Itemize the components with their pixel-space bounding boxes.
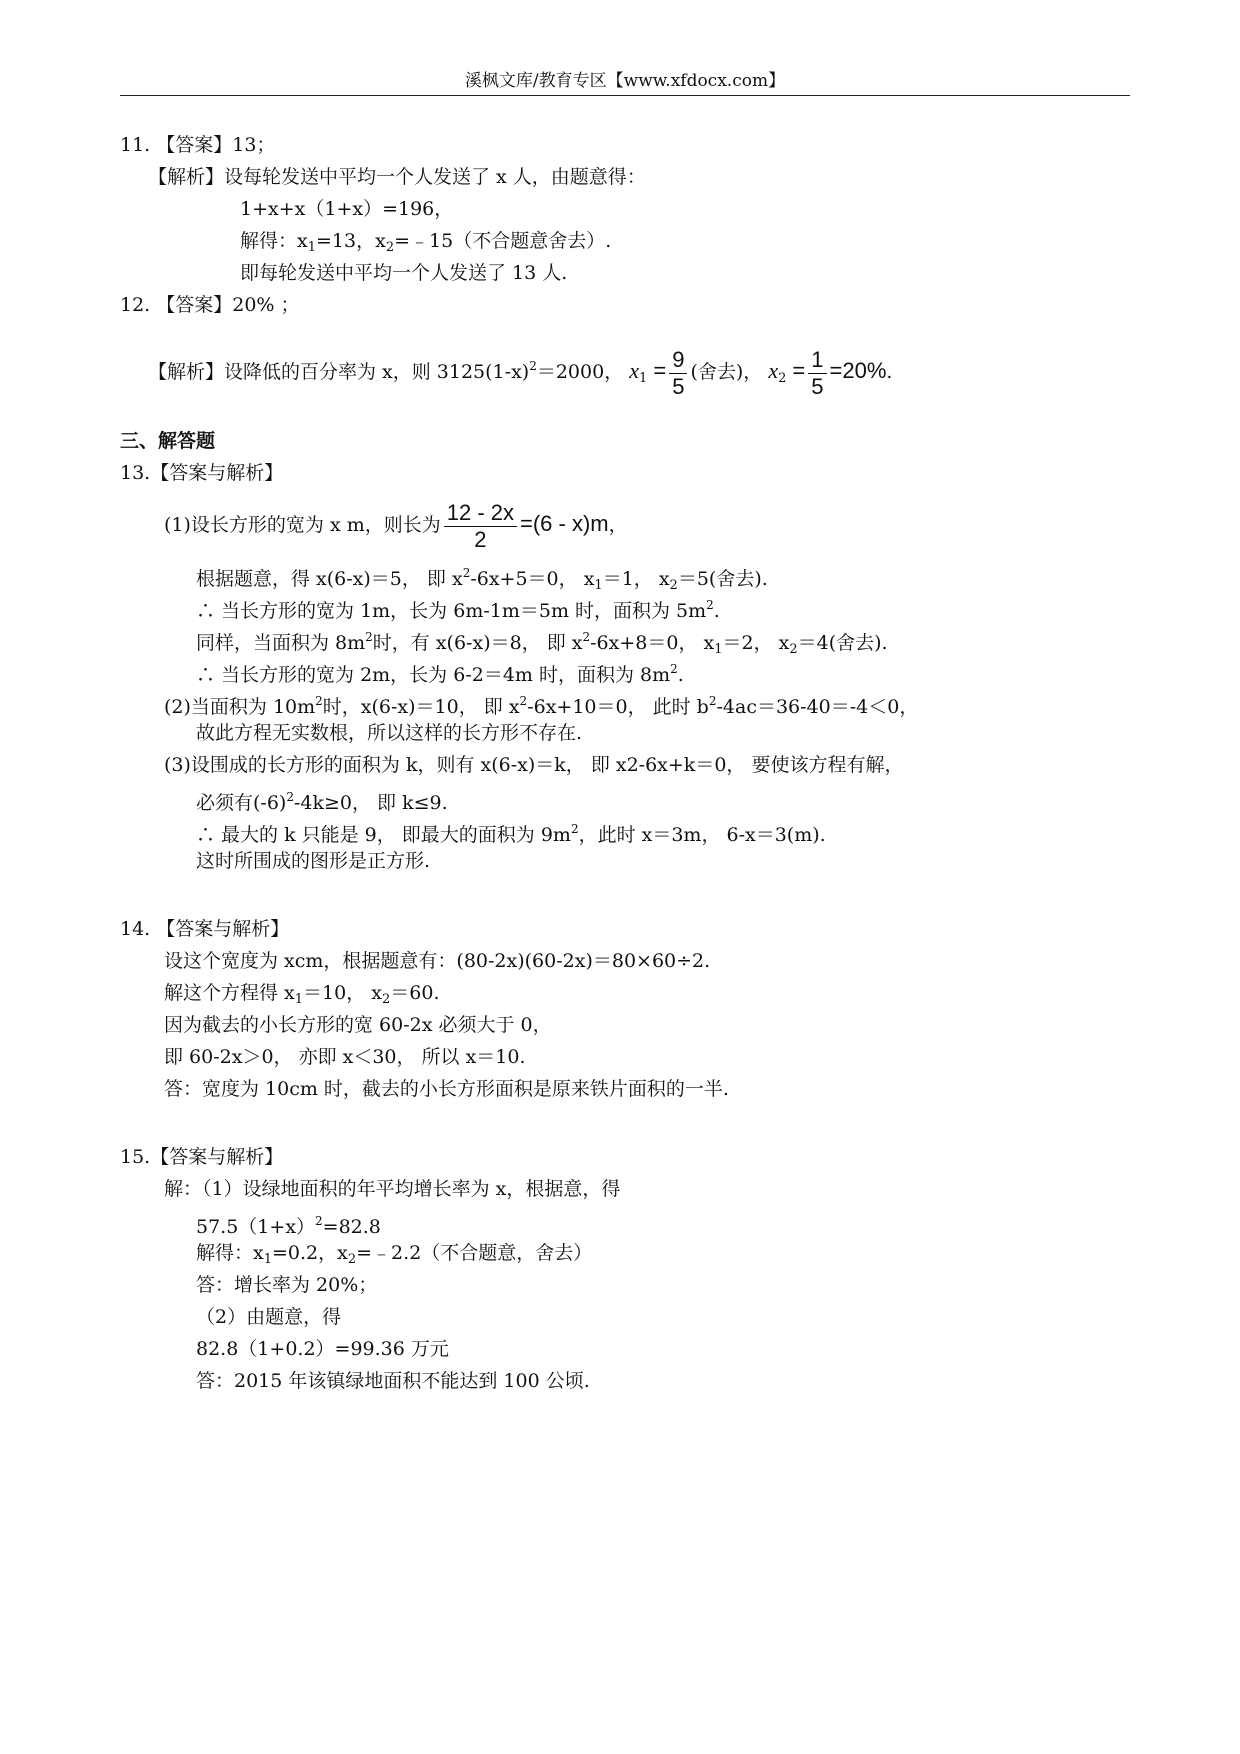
section-title: 三、解答题: [120, 430, 216, 452]
q15-line1: 解：（1）设绿地面积的年平均增长率为 x，根据意，得: [164, 1178, 621, 1200]
fraction-12-2x: $\frac{12 - 2x}{2}$: [444, 500, 517, 553]
q11-conclusion: 即每轮发送中平均一个人发送了 13 人.: [240, 262, 568, 284]
q15-line2: $57.5(1+x)^2=82.8$: [196, 1214, 381, 1238]
q13-line10: ∴ 最大的 k 只能是 9， 即最大的面积为 $9m^2$，此时 x＝3m， 6-x＝3(m).: [196, 822, 826, 846]
q13-part1: (1)设长方形的宽为 x m，则长为 $\frac{12 - 2x}{2}$ =(6 - x)m，: [164, 499, 628, 552]
q13-line7: 故此方程无实数根，所以这样的长方形不存在.: [196, 722, 583, 744]
q11-solution: 解得：$x_1=13$，$x_2=﹣15$（不合题意舍去）.: [240, 230, 612, 255]
header-rule: [120, 95, 1130, 96]
x2-symbol: x: [768, 358, 779, 383]
q13-line2: 根据题意，得 x(6-x)＝5， 即 $x^2-6x+5=0$， $x_1=1$， $x_2=5$(舍去).: [196, 566, 768, 593]
q13-line4: 同样，当面积为 $8m^2$时，有 x(6-x)＝8， 即 $x^2-6x+8=0$， $x_1=2$， $x_2=4$(舍去).: [196, 630, 888, 657]
q15-line7: 答：2015 年该镇绿地面积不能达到 100 公顷.: [196, 1370, 590, 1392]
q12-analysis: 【解析】设降低的百分率为 x，则 $3125(1-x)^2=2000$， $x_1$ = $\frac{9}{5}$ (舍去)， $x_2$ = $\frac{1}{5}$ =20%.: [148, 346, 893, 399]
q15-line6: 82.8（1+0.2）=99.36 万元: [196, 1338, 449, 1360]
q13-part3: (3)设围成的长方形的面积为 k，则有 x(6-x)＝k， 即 x2-6x+k＝0， 要使该方程有解，: [164, 754, 904, 776]
q15-heading: 15.【答案与解析】: [120, 1146, 284, 1168]
q13-line11: 这时所围成的图形是正方形.: [196, 850, 431, 872]
fraction-1-5: $\frac{1}{5}$: [808, 347, 826, 400]
q11-equation: 1+x+x（1+x）=196，: [240, 198, 454, 220]
q14-line2: 解这个方程得 $x_1=10$， $x_2=60$.: [164, 982, 440, 1007]
q14-line1: 设这个宽度为 xcm，根据题意有：(80-2x)(60-2x)＝80×60÷2.: [164, 950, 711, 972]
q15-line3: 解得：$x_1=0.2$，$x_2=﹣2.2$（不合题意，舍去）: [196, 1242, 593, 1267]
q15-line5: （2）由题意，得: [196, 1306, 342, 1328]
q14-heading: 14. 【答案与解析】: [120, 918, 290, 940]
page-header: 溪枫文库/教育专区【www.xfdocx.com】: [464, 71, 786, 91]
q14-line3: 因为截去的小长方形的宽 60-2x 必须大于 0，: [164, 1014, 552, 1036]
q14-line5: 答：宽度为 10cm 时，截去的小长方形面积是原来铁片面积的一半.: [164, 1078, 729, 1100]
q13-line5: ∴ 当长方形的宽为 2m，长为 6-2＝4m 时，面积为 $8m^2$.: [196, 662, 684, 686]
q13-line9: 必须有$(-6)^2-4k\ge 0$， 即 k≤9.: [196, 790, 448, 814]
q13-heading: 13.【答案与解析】: [120, 462, 284, 484]
q13-part2: (2)当面积为 $10m^2$时，x(6-x)＝10， 即 $x^2-6x+10=0$， 此时 $b^2-4ac=36-40=-4<0$，: [164, 694, 919, 718]
x1-symbol: x: [629, 358, 640, 383]
q13-line3: ∴ 当长方形的宽为 1m，长为 6m-1m＝5m 时，面积为 $5m^2$.: [196, 598, 720, 622]
q12-heading: 12. 【答案】20% ；: [120, 294, 300, 316]
q11-analysis: 【解析】设每轮发送中平均一个人发送了 x 人，由题意得：: [148, 166, 646, 188]
fraction-9-5: $\frac{9}{5}$: [669, 347, 687, 400]
q11-heading: 11. 【答案】13；: [120, 134, 276, 156]
q14-line4: 即 60-2x＞0， 亦即 x＜30， 所以 x＝10.: [164, 1046, 526, 1068]
q15-line4: 答：增长率为 20%；: [196, 1274, 378, 1296]
